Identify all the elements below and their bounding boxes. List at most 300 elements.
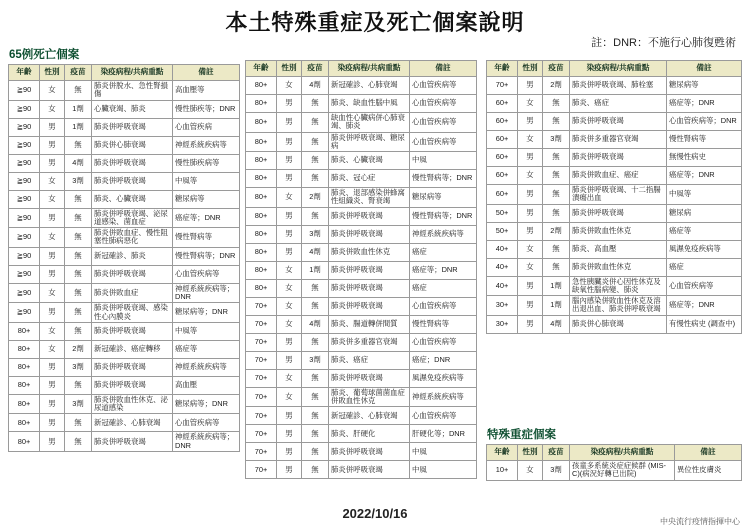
cell-sex: 女 — [277, 315, 302, 333]
table-row — [9, 265, 240, 283]
col-disease: 染疫病程/共病重點 — [570, 445, 675, 461]
cell-disease: 肺炎、心臟衰竭 — [92, 190, 173, 208]
col-sex: 性別 — [518, 61, 543, 77]
cell-vaccine: 無 — [302, 461, 329, 479]
cell-age: 70+ — [246, 443, 277, 461]
cell-vaccine: 無 — [543, 204, 570, 222]
table-row — [246, 443, 477, 461]
table-row — [246, 243, 477, 261]
cell-vaccine: 無 — [65, 208, 92, 228]
cell-sex: 女 — [277, 387, 302, 407]
cell-age: 30+ — [487, 315, 518, 333]
cell-sex: 女 — [40, 283, 65, 303]
cell-note: 慢性腎病等；DNR — [410, 207, 477, 225]
cell-vaccine: 無 — [543, 240, 570, 258]
cell-disease: 孩童多系統炎症症候群 (MIS-C)(病況好轉已出院) — [570, 461, 675, 481]
cell-sex: 男 — [40, 432, 65, 452]
cell-note: 風濕免疫疾病等 — [667, 240, 742, 258]
cell-note: 慢性肺疾等；DNR — [173, 100, 240, 118]
cell-age: ≧90 — [9, 100, 40, 118]
cell-age: 80+ — [246, 77, 277, 95]
deaths-column-3 — [486, 46, 742, 334]
table-row — [246, 315, 477, 333]
cell-note: 糖尿病 — [667, 204, 742, 222]
deaths-table-3-body — [487, 77, 742, 334]
cell-disease: 肺炎併呼吸衰竭、十二指腸潰瘍出血 — [570, 185, 667, 205]
cell-age: 40+ — [487, 258, 518, 276]
cell-disease: 肺炎併呼吸衰竭 — [92, 154, 173, 172]
cell-age: 70+ — [246, 333, 277, 351]
cell-disease: 肺炎併敗血性休克 — [570, 222, 667, 240]
cell-sex: 男 — [518, 204, 543, 222]
cell-age: ≧90 — [9, 81, 40, 101]
table-row — [246, 261, 477, 279]
cell-age: 80+ — [9, 376, 40, 394]
cell-vaccine: 無 — [302, 443, 329, 461]
cell-age: 80+ — [246, 279, 277, 297]
cell-vaccine: 無 — [302, 95, 329, 113]
table-row — [9, 283, 240, 303]
cell-age: 60+ — [487, 167, 518, 185]
cell-disease: 肺炎併多重器官衰竭 — [570, 131, 667, 149]
cell-age: ≧90 — [9, 154, 40, 172]
cell-disease: 肺炎併呼吸衰竭 — [329, 279, 410, 297]
cell-note: 中風等 — [667, 185, 742, 205]
col-vaccine: 疫苗 — [543, 445, 570, 461]
cell-age: 80+ — [9, 322, 40, 340]
table-row — [246, 369, 477, 387]
cell-sex: 男 — [277, 207, 302, 225]
cell-sex: 男 — [277, 333, 302, 351]
cell-note: 糖尿病等；DNR — [173, 394, 240, 414]
cell-sex: 女 — [40, 228, 65, 248]
cell-age: 80+ — [246, 152, 277, 170]
table-row — [246, 461, 477, 479]
cell-vaccine: 1劑 — [65, 118, 92, 136]
col-sex: 性別 — [277, 61, 302, 77]
table-row — [487, 167, 742, 185]
cell-disease: 肺炎併敗血性休克 — [570, 258, 667, 276]
cell-age: 50+ — [487, 204, 518, 222]
table-row — [9, 340, 240, 358]
cell-age: 70+ — [246, 425, 277, 443]
cell-disease: 肺炎併呼吸衰竭 — [329, 261, 410, 279]
cell-note: 慢性腎病等 — [173, 228, 240, 248]
cell-disease: 肺炎、心臟衰竭 — [329, 152, 410, 170]
cell-note: 癌症；DNR — [410, 351, 477, 369]
cell-vaccine: 3劑 — [65, 358, 92, 376]
cell-age: 80+ — [9, 394, 40, 414]
cell-sex: 男 — [277, 95, 302, 113]
cell-age: ≧90 — [9, 208, 40, 228]
cell-sex: 男 — [277, 132, 302, 152]
cell-age: ≧90 — [9, 136, 40, 154]
cell-age: ≧90 — [9, 172, 40, 190]
cell-vaccine: 無 — [302, 297, 329, 315]
cell-sex: 女 — [518, 131, 543, 149]
cell-age: 60+ — [487, 131, 518, 149]
cell-vaccine: 無 — [65, 303, 92, 323]
cell-sex: 女 — [40, 322, 65, 340]
cell-note: 心血管疾病等 — [667, 276, 742, 296]
cell-vaccine: 無 — [65, 376, 92, 394]
cell-sex: 男 — [277, 351, 302, 369]
table-row — [487, 95, 742, 113]
cell-sex: 男 — [518, 315, 543, 333]
cell-sex: 男 — [40, 247, 65, 265]
cell-note: 癌症等；DNR — [667, 95, 742, 113]
col-note: 備註 — [410, 61, 477, 77]
cell-vaccine: 無 — [65, 283, 92, 303]
cell-note: 無慢性病史 — [667, 149, 742, 167]
table-row — [246, 279, 477, 297]
cell-disease: 肺炎併呼吸衰竭 — [92, 265, 173, 283]
cell-sex: 男 — [40, 208, 65, 228]
cell-age: 80+ — [9, 414, 40, 432]
cell-disease: 肺炎併呼吸衰竭 — [92, 322, 173, 340]
cell-note: 癌症等；DNR — [173, 208, 240, 228]
cell-note: 神經系統疾病等 — [410, 225, 477, 243]
cell-vaccine: 無 — [302, 207, 329, 225]
cell-note: 慢性腎病等；DNR — [173, 247, 240, 265]
cell-sex: 男 — [518, 77, 543, 95]
cell-note: 異位性皮膚炎 — [675, 461, 742, 481]
cell-vaccine: 無 — [302, 113, 329, 133]
cell-note: 心血管疾病等；DNR — [667, 113, 742, 131]
cell-sex: 男 — [518, 222, 543, 240]
cell-note: 心血管疾病等 — [410, 407, 477, 425]
severe-section — [486, 426, 742, 481]
cell-note: 癌症等；DNR — [667, 167, 742, 185]
table-header-row — [9, 65, 240, 81]
cell-disease: 肺炎併呼吸衰竭、泌尿道感染、菌血症 — [92, 208, 173, 228]
cell-disease: 肺炎、腸道轉併間質 — [329, 315, 410, 333]
cell-age: 60+ — [487, 113, 518, 131]
table-row — [246, 387, 477, 407]
table-row — [246, 95, 477, 113]
cell-vaccine: 無 — [65, 190, 92, 208]
table-row — [487, 149, 742, 167]
cell-note: 癌症等 — [667, 222, 742, 240]
cell-sex: 男 — [277, 170, 302, 188]
cell-vaccine: 無 — [302, 333, 329, 351]
cell-disease: 肺炎併呼吸衰竭、糖尿病 — [329, 132, 410, 152]
cell-disease: 肺炎併脫水、急性腎損傷 — [92, 81, 173, 101]
col-vaccine: 疫苗 — [543, 61, 570, 77]
cell-sex: 男 — [40, 265, 65, 283]
cell-disease: 肺炎併多重器官衰竭 — [329, 333, 410, 351]
col-sex: 性別 — [518, 445, 543, 461]
cell-sex: 女 — [277, 188, 302, 208]
cell-sex: 男 — [277, 243, 302, 261]
cell-note: 神經系統疾病等 — [410, 387, 477, 407]
cell-sex: 女 — [277, 261, 302, 279]
cell-age: 80+ — [246, 261, 277, 279]
cell-sex: 男 — [40, 303, 65, 323]
cell-note: 癌症等 — [173, 340, 240, 358]
col-age: 年齡 — [9, 65, 40, 81]
cell-disease: 肺炎併呼吸衰竭 — [329, 207, 410, 225]
table-row — [246, 225, 477, 243]
cell-note: 心血管疾病 — [173, 118, 240, 136]
table-row — [487, 240, 742, 258]
table-row — [246, 77, 477, 95]
cell-sex: 男 — [518, 113, 543, 131]
table-row — [487, 315, 742, 333]
cell-age: 70+ — [487, 77, 518, 95]
cell-note: 糖尿病等 — [173, 190, 240, 208]
cell-vaccine: 4劑 — [302, 315, 329, 333]
cell-age: 80+ — [246, 170, 277, 188]
cell-sex: 男 — [277, 443, 302, 461]
table-row — [487, 461, 742, 481]
cell-sex: 男 — [277, 407, 302, 425]
cell-sex: 男 — [40, 376, 65, 394]
cell-note: 神經系統疾病等；DNR — [173, 283, 240, 303]
cell-age: 70+ — [246, 407, 277, 425]
cell-age: 50+ — [487, 222, 518, 240]
cell-vaccine: 3劑 — [65, 394, 92, 414]
cell-vaccine: 無 — [65, 81, 92, 101]
cell-vaccine: 無 — [302, 279, 329, 297]
cell-age: 70+ — [246, 315, 277, 333]
cell-disease: 肺炎併呼吸衰竭 — [329, 297, 410, 315]
table-header-row — [487, 445, 742, 461]
header-divider — [0, 30, 750, 31]
table-row — [487, 131, 742, 149]
table-row — [487, 296, 742, 316]
cell-age: ≧90 — [9, 265, 40, 283]
cell-age: ≧90 — [9, 118, 40, 136]
table-row — [246, 170, 477, 188]
cell-sex: 女 — [518, 95, 543, 113]
cell-note: 慢性肺疾病等 — [173, 154, 240, 172]
table-row — [9, 322, 240, 340]
cell-age: 40+ — [487, 240, 518, 258]
deaths-column-1 — [8, 46, 240, 452]
cell-disease: 新冠確診、心肺衰竭 — [92, 414, 173, 432]
cell-vaccine: 3劑 — [65, 172, 92, 190]
cell-age: 70+ — [246, 387, 277, 407]
cell-vaccine: 無 — [65, 136, 92, 154]
cell-vaccine: 無 — [65, 322, 92, 340]
cell-disease: 新冠確診、心肺衰竭 — [329, 407, 410, 425]
cell-disease: 肺炎、癌症 — [570, 95, 667, 113]
cell-vaccine: 3劑 — [302, 351, 329, 369]
cell-vaccine: 無 — [302, 407, 329, 425]
cell-disease: 肺炎併敗血症、慢性阻塞性肺病惡化 — [92, 228, 173, 248]
cell-disease: 肺炎、葡萄球菌菌血症併敗血性休克 — [329, 387, 410, 407]
cell-sex: 男 — [277, 225, 302, 243]
cell-disease: 肺炎併呼吸衰竭 — [329, 443, 410, 461]
table-row — [487, 222, 742, 240]
cell-disease: 肺炎併呼吸衰竭 — [329, 369, 410, 387]
table-row — [9, 100, 240, 118]
cell-disease: 肺炎併呼吸衰竭 — [329, 225, 410, 243]
cell-disease: 肺炎、缺血性腦中風 — [329, 95, 410, 113]
cell-vaccine: 無 — [302, 425, 329, 443]
cell-note: 神經系統疾病等；DNR — [173, 432, 240, 452]
cell-vaccine: 無 — [302, 132, 329, 152]
cell-vaccine: 4劑 — [65, 154, 92, 172]
cell-note: 神經系統疾病等 — [173, 136, 240, 154]
cell-disease: 肺炎併敗血性休克、泌尿道感染 — [92, 394, 173, 414]
cell-age: 80+ — [246, 207, 277, 225]
cell-disease: 新冠確診、癌症轉移 — [92, 340, 173, 358]
table-row — [487, 204, 742, 222]
cell-disease: 缺血性心臟病併心肺衰竭、肺炎 — [329, 113, 410, 133]
cell-note: 中風 — [410, 443, 477, 461]
table-row — [9, 118, 240, 136]
table-row — [246, 152, 477, 170]
table-row — [246, 297, 477, 315]
cell-vaccine: 2劑 — [302, 188, 329, 208]
table-row — [487, 113, 742, 131]
cell-sex: 女 — [518, 258, 543, 276]
table-row — [9, 394, 240, 414]
report-date: 2022/10/16 — [342, 506, 408, 521]
cell-sex: 男 — [518, 296, 543, 316]
cell-note: 慢性腎病等；DNR — [410, 170, 477, 188]
cell-disease: 肺炎、肝硬化 — [329, 425, 410, 443]
deaths-table-2 — [245, 60, 477, 479]
table-row — [9, 190, 240, 208]
col-age: 年齡 — [487, 445, 518, 461]
cell-vaccine: 無 — [543, 149, 570, 167]
cell-disease: 肺炎併呼吸衰竭 — [570, 113, 667, 131]
cell-disease: 肺炎併呼吸衰竭 — [329, 461, 410, 479]
cell-sex: 男 — [277, 113, 302, 133]
cell-age: ≧90 — [9, 228, 40, 248]
cell-sex: 男 — [40, 136, 65, 154]
deaths-section-heading: 65例死亡個案 — [9, 49, 80, 61]
cell-vaccine: 無 — [543, 113, 570, 131]
cell-age: 80+ — [246, 188, 277, 208]
cell-vaccine: 1劑 — [543, 296, 570, 316]
cell-sex: 男 — [518, 276, 543, 296]
cell-note: 心血管疾病等 — [173, 414, 240, 432]
table-row — [9, 376, 240, 394]
cell-vaccine: 1劑 — [543, 276, 570, 296]
cell-note: 心血管疾病等 — [410, 333, 477, 351]
cell-disease: 肺炎併呼吸衰竭、肺栓塞 — [570, 77, 667, 95]
cell-vaccine: 3劑 — [543, 461, 570, 481]
cell-age: 30+ — [487, 296, 518, 316]
cell-disease: 新冠確診、心肺衰竭 — [329, 77, 410, 95]
cell-age: 80+ — [9, 358, 40, 376]
cell-note: 慢性腎病等 — [410, 315, 477, 333]
cell-sex: 女 — [40, 340, 65, 358]
col-note: 備註 — [667, 61, 742, 77]
cell-note: 心血管疾病等 — [410, 77, 477, 95]
cell-vaccine: 無 — [65, 265, 92, 283]
cell-disease: 肺炎併敗血症 — [92, 283, 173, 303]
cell-vaccine: 2劑 — [543, 77, 570, 95]
table-row — [9, 154, 240, 172]
table-row — [9, 228, 240, 248]
cell-age: 80+ — [246, 243, 277, 261]
cell-note: 糖尿病等；DNR — [173, 303, 240, 323]
cell-sex: 女 — [518, 167, 543, 185]
cell-age: 60+ — [487, 149, 518, 167]
cell-sex: 女 — [518, 240, 543, 258]
cell-vaccine: 2劑 — [543, 222, 570, 240]
cell-vaccine: 無 — [302, 170, 329, 188]
cell-disease: 肺炎併呼吸衰竭、感染性心內膜炎 — [92, 303, 173, 323]
table-row — [246, 132, 477, 152]
cell-vaccine: 4劑 — [302, 243, 329, 261]
cell-note: 中風等 — [173, 172, 240, 190]
cell-disease: 肺炎、冠心症 — [329, 170, 410, 188]
cell-vaccine: 無 — [543, 185, 570, 205]
cell-vaccine: 1劑 — [302, 261, 329, 279]
cell-vaccine: 無 — [302, 387, 329, 407]
cell-sex: 男 — [40, 414, 65, 432]
cell-vaccine: 無 — [302, 152, 329, 170]
cell-sex: 女 — [277, 369, 302, 387]
cell-vaccine: 3劑 — [543, 131, 570, 149]
cell-disease: 急性胰臟炎併心因性休克及缺氧性腦病變、肺炎 — [570, 276, 667, 296]
cell-note: 心血管疾病等 — [173, 265, 240, 283]
deaths-column-2 — [245, 46, 477, 479]
cell-note: 神經系統疾病等 — [173, 358, 240, 376]
cell-note: 心血管疾病等 — [410, 297, 477, 315]
cell-age: 80+ — [246, 95, 277, 113]
cell-age: 80+ — [9, 340, 40, 358]
cell-age: ≧90 — [9, 283, 40, 303]
cell-vaccine: 無 — [543, 95, 570, 113]
table-row — [246, 188, 477, 208]
cell-note: 高血壓等 — [173, 81, 240, 101]
table-header-row — [487, 61, 742, 77]
cell-age: 60+ — [487, 95, 518, 113]
cell-disease: 心臟衰竭、肺炎 — [92, 100, 173, 118]
severe-table — [486, 444, 742, 481]
table-row — [246, 425, 477, 443]
cell-note: 糖尿病等 — [667, 77, 742, 95]
page-title: 本土特殊重症及死亡個案說明 — [225, 10, 525, 35]
col-note: 備註 — [675, 445, 742, 461]
cell-vaccine: 無 — [302, 369, 329, 387]
cell-age: 80+ — [9, 432, 40, 452]
cell-disease: 肺炎、退部感染併蜂窩性組織炎、腎衰竭 — [329, 188, 410, 208]
cell-age: 80+ — [246, 132, 277, 152]
cell-note: 中風 — [410, 461, 477, 479]
cell-note: 癌症 — [410, 243, 477, 261]
issuing-organization: 中央流行疫情指揮中心 — [660, 517, 740, 526]
cell-vaccine: 2劑 — [65, 340, 92, 358]
cell-note: 癌症等；DNR — [667, 296, 742, 316]
col-age: 年齡 — [246, 61, 277, 77]
cell-sex: 男 — [277, 461, 302, 479]
cell-disease: 腦內感染併敗血性休克及溶出退出血、肺炎併呼吸衰竭 — [570, 296, 667, 316]
cell-disease: 肺炎併呼吸衰竭 — [92, 376, 173, 394]
cell-vaccine: 3劑 — [302, 225, 329, 243]
cell-note: 有慢性病史 (調查中) — [667, 315, 742, 333]
table-row — [246, 407, 477, 425]
dnr-note: 註：DNR：不施行心肺復甦術 — [591, 37, 736, 49]
cell-sex: 女 — [40, 81, 65, 101]
cell-vaccine: 無 — [543, 258, 570, 276]
cell-sex: 男 — [518, 185, 543, 205]
cell-sex: 女 — [518, 461, 543, 481]
cell-note: 心血管疾病等 — [410, 95, 477, 113]
col-vaccine: 疫苗 — [65, 65, 92, 81]
cell-note: 癌症等；DNR — [410, 261, 477, 279]
col-disease: 染疫病程/共病重點 — [570, 61, 667, 77]
table-row — [246, 113, 477, 133]
table-row — [9, 432, 240, 452]
